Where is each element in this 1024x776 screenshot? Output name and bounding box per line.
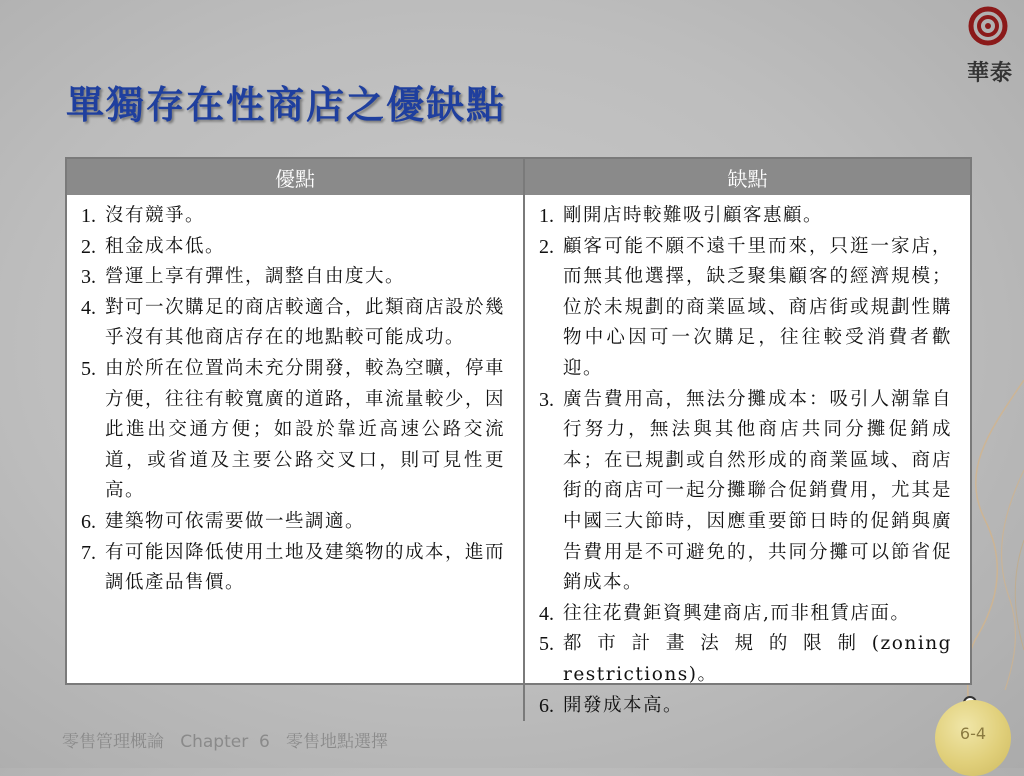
disadvantage-item-text: 顧客可能不願不遠千里而來，只逛一家店，而無其他選擇，缺乏聚集顧客的經濟規模；位於未規劃的商業區域、商店街或規劃性購物中心因可一次購足，往往較受消費者歡迎。 (563, 235, 952, 379)
advantage-item (81, 293, 505, 354)
advantage-item-number: 3. (81, 266, 96, 289)
page-number: 6-4 (959, 724, 987, 743)
disadvantages-list (539, 201, 952, 721)
disadvantage-item (539, 629, 952, 690)
advantage-item-text: 對可一次購足的商店較適合，此類商店設於幾乎沒有其他商店存在的地點較可能成功。 (105, 296, 506, 349)
disadvantage-item-number: 5. (539, 633, 554, 656)
company-logo (960, 6, 1016, 84)
advantage-item (81, 507, 505, 538)
advantage-item (81, 201, 505, 232)
disadvantage-item (539, 201, 952, 232)
disadvantage-item-text: 都市計畫法規的限制(zoning restrictions)。 (563, 633, 952, 685)
disadvantage-item-text: 往往花費鉅資興建商店,而非租賃店面。 (563, 602, 911, 624)
advantage-item-number: 6. (81, 510, 96, 533)
disadvantage-item-number: 6. (539, 694, 554, 717)
disadvantage-item-text: 廣告費用高，無法分攤成本：吸引人潮靠自行努力，無法與其他商店共同分攤促銷成本；在已規劃或自然形成的商業區域、商店街的商店可一起分攤聯合促銷費用，尤其是中國三大節時，因應重要節日時的促銷與廣告費用是不可避免的，共同分攤可以節省促銷成本。 (563, 388, 952, 594)
disadvantages-cell (524, 195, 970, 721)
header-disadvantages: 缺點 (524, 159, 970, 195)
ring-logo-icon (968, 6, 1008, 46)
advantage-item-number: 1. (81, 205, 96, 227)
advantages-list (81, 201, 505, 599)
advantage-item-text: 租金成本低。 (105, 235, 226, 257)
advantage-item (81, 262, 505, 293)
advantage-item-number: 5. (81, 357, 96, 380)
advantage-item-text: 營運上享有彈性，調整自由度大。 (105, 266, 406, 288)
advantage-item-text: 由於所在位置尚未充分開發，較為空曠，停車方便，往往有較寬廣的道路，車流量較少，因此進出交通方便；如設於靠近高速公路交流道，或省道及主要公路交叉口，則可見性更高。 (105, 357, 506, 502)
disadvantage-item-number: 4. (539, 602, 554, 625)
advantage-item-text: 有可能因降低使用土地及建築物的成本，進而調低產品售價。 (105, 541, 506, 594)
disadvantage-item (539, 385, 952, 599)
disadvantage-item (539, 599, 952, 630)
header-advantages: 優點 (67, 159, 524, 195)
advantage-item (81, 538, 505, 599)
advantages-cell (67, 195, 524, 721)
disadvantage-item-number: 2. (539, 235, 554, 258)
advantage-item (81, 232, 505, 263)
disadvantage-item-number: 3. (539, 388, 554, 411)
disadvantage-item (539, 691, 952, 722)
advantage-item-text: 建築物可依需要做一些調適。 (105, 510, 366, 532)
disadvantage-item-text: 剛開店時較難吸引顧客惠顧。 (563, 205, 824, 226)
footer-text: 零售管理概論 Chapter 6 零售地點選擇 (62, 732, 389, 752)
logo-text: 華泰 (966, 60, 1013, 86)
advantage-item-number: 2. (81, 235, 96, 258)
slide-title: 單獨存在性商店之優缺點 (66, 82, 507, 127)
advantage-item-number: 7. (81, 541, 96, 564)
pros-cons-table (65, 157, 972, 717)
advantage-item-text: 沒有競爭。 (105, 205, 206, 226)
disadvantage-item (539, 232, 952, 385)
advantage-item-number: 4. (81, 296, 96, 319)
disadvantage-item-text: 開發成本高。 (563, 694, 684, 716)
disadvantage-item-number: 1. (539, 205, 554, 227)
advantage-item (81, 354, 505, 507)
